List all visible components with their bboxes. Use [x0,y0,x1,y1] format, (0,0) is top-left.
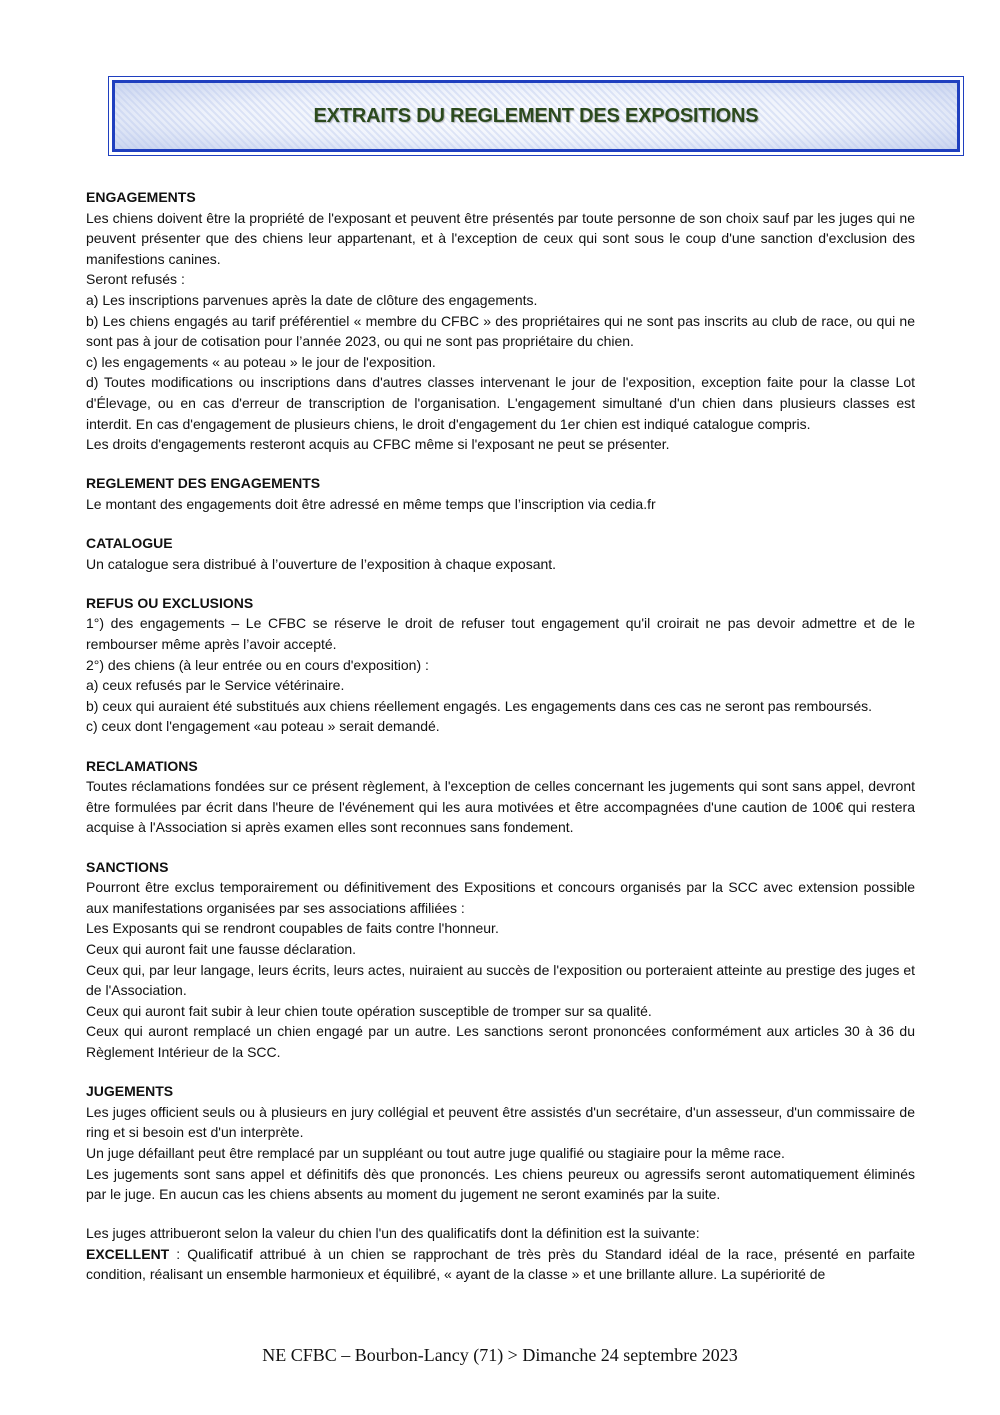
paragraph: d) Toutes modifications ou inscriptions dans d'autres classes intervenant le jour de l'exposition, exception faite pour la classe Lot d'Élevage, ou en cas d'erreur de transcription de l'organisation. L'engagement simultané d'un chien dans plusieurs classes est interdit. En cas d'engagement de plusieurs chiens, le droit d'engagement du 1er chien est indiqué catalogue compris. [86,374,915,432]
paragraph: Les jugements sont sans appel et définitifs dès que prononcés. Les chiens peureux ou agressifs seront automatiquement éliminés par le juge. En aucun cas les chiens absents au moment du jugement ne seront examinés par la suite. [86,1165,915,1203]
section-heading: RECLAMATIONS [86,757,198,774]
paragraph: Ceux qui auront fait subir à leur chien toute opération susceptible de tromper sur sa qualité. [86,1002,652,1019]
paragraph: c) les engagements « au poteau » le jour de l'exposition. [86,353,436,370]
excellent-label: EXCELLENT [86,1245,170,1262]
paragraph: Ceux qui auront fait une fausse déclaration. [86,940,357,957]
section-heading: REFUS OU EXCLUSIONS [86,594,254,611]
section-engagements [86,187,915,455]
paragraph: Le montant des engagements doit être adressé en même temps que l’inscription via cedia.fr [86,495,656,512]
paragraph: Seront refusés : [86,271,185,288]
paragraph: Pourront être exclus temporairement ou définitivement des Expositions et concours organisés par la SCC avec extension possible aux manifestations organisées par ses associations affiliées : [86,879,915,916]
section-jugements [86,1081,915,1205]
title-banner [112,80,960,152]
paragraph: 2°) des chiens (à leur entrée ou en cours d'exposition) : [86,656,429,673]
section-heading: JUGEMENTS [86,1083,174,1100]
section-heading: SANCTIONS [86,858,169,875]
paragraph: c) ceux dont l'engagement «au poteau » serait demandé. [86,718,440,735]
paragraph: Les droits d'engagements resteront acquis au CFBC même si l'exposant ne peut se présenter. [86,436,670,453]
paragraph-excellent [86,1244,915,1285]
paragraph: Un catalogue sera distribué à l’ouverture de l’exposition à chaque exposant. [86,555,557,572]
paragraph: Les Exposants qui se rendront coupables de faits contre l'honneur. [86,920,499,937]
paragraph: Les juges officient seuls ou à plusieurs en jury collégial et peuvent être assistés d'un secrétaire, d'un assesseur, d'un commissaire de ring et si besoin est d'un interprète. [86,1103,915,1141]
section-sanctions [86,857,915,1063]
section-qualificatifs [86,1223,915,1285]
paragraph: a) ceux refusés par le Service vétérinaire. [86,677,345,694]
paragraph: Ceux qui, par leur langage, leurs écrits, leurs actes, nuiraient au succès de l'exposition ou porteraient atteinte au prestige des juges et de l'Association. [86,961,915,999]
section-reglement [86,473,915,514]
excellent-text: : Qualificatif attribué à un chien se rapprochant de très près du Standard idéal de la race, présenté en parfaite condition, réalisant un ensemble harmonieux et équilibré, « ayant de la classe » et une brillante allure. La supériorité de [86,1245,915,1283]
paragraph: Un juge défaillant peut être remplacé par un suppléant ou tout autre juge qualifié ou stagiaire pour la même race. [86,1144,785,1161]
section-heading: REGLEMENT DES ENGAGEMENTS [86,475,321,492]
paragraph: Toutes réclamations fondées sur ce présent règlement, à l'exception de celles concernant les jugements qui sont sans appel, devront être formulées par écrit dans l'heure de l'événement qui les aura motivées et être accompagnées d'une caution de 100€ qui restera acquise à l'Association si après examen elles sont reconnues sans fondement. [86,778,915,836]
section-heading: CATALOGUE [86,535,173,552]
page-footer: NE CFBC – Bourbon-Lancy (71) > Dimanche 24 septembre 2023 [262,1345,738,1365]
section-reclamations [86,756,915,838]
paragraph: a) Les inscriptions parvenues après la date de clôture des engagements. [86,291,538,308]
paragraph: Les juges attribueront selon la valeur du chien l'un des qualificatifs dont la définition est la suivante: [86,1225,700,1242]
paragraph: b) ceux qui auraient été substitués aux chiens réellement engagés. Les engagements dans ces cas ne seront pas remboursés. [86,697,873,714]
section-catalogue [86,533,915,574]
paragraph: 1°) des engagements – Le CFBC se réserve le droit de refuser tout engagement qu'il croirait ne pas devoir admettre et de le rembourser même après l’avoir accepté. [86,615,915,653]
section-heading: ENGAGEMENTS [86,189,196,205]
section-refus [86,593,915,737]
page-title: EXTRAITS DU REGLEMENT DES EXPOSITIONS [313,104,759,127]
document-body [86,187,915,1304]
paragraph: Ceux qui auront remplacé un chien engagé par un autre. Les sanctions seront prononcées conformément aux articles 30 à 36 du Règlement Intérieur de la SCC. [86,1023,915,1060]
paragraph: b) Les chiens engagés au tarif préférentiel « membre du CFBC » des propriétaires qui ne sont pas inscrits au club de race, ou qui ne sont pas à jour de cotisation pour l’année 2023, ou qui ne sont pas propriétaire du chien. [86,312,915,350]
paragraph: Les chiens doivent être la propriété de l'exposant et peuvent être présentés par toute personne de son choix sauf par les juges qui ne peuvent présenter que des chiens leur appartenant, et à l'exception de ceux qui sont sous le coup d'une sanction d'exclusion des manifestions canines. [86,209,915,267]
